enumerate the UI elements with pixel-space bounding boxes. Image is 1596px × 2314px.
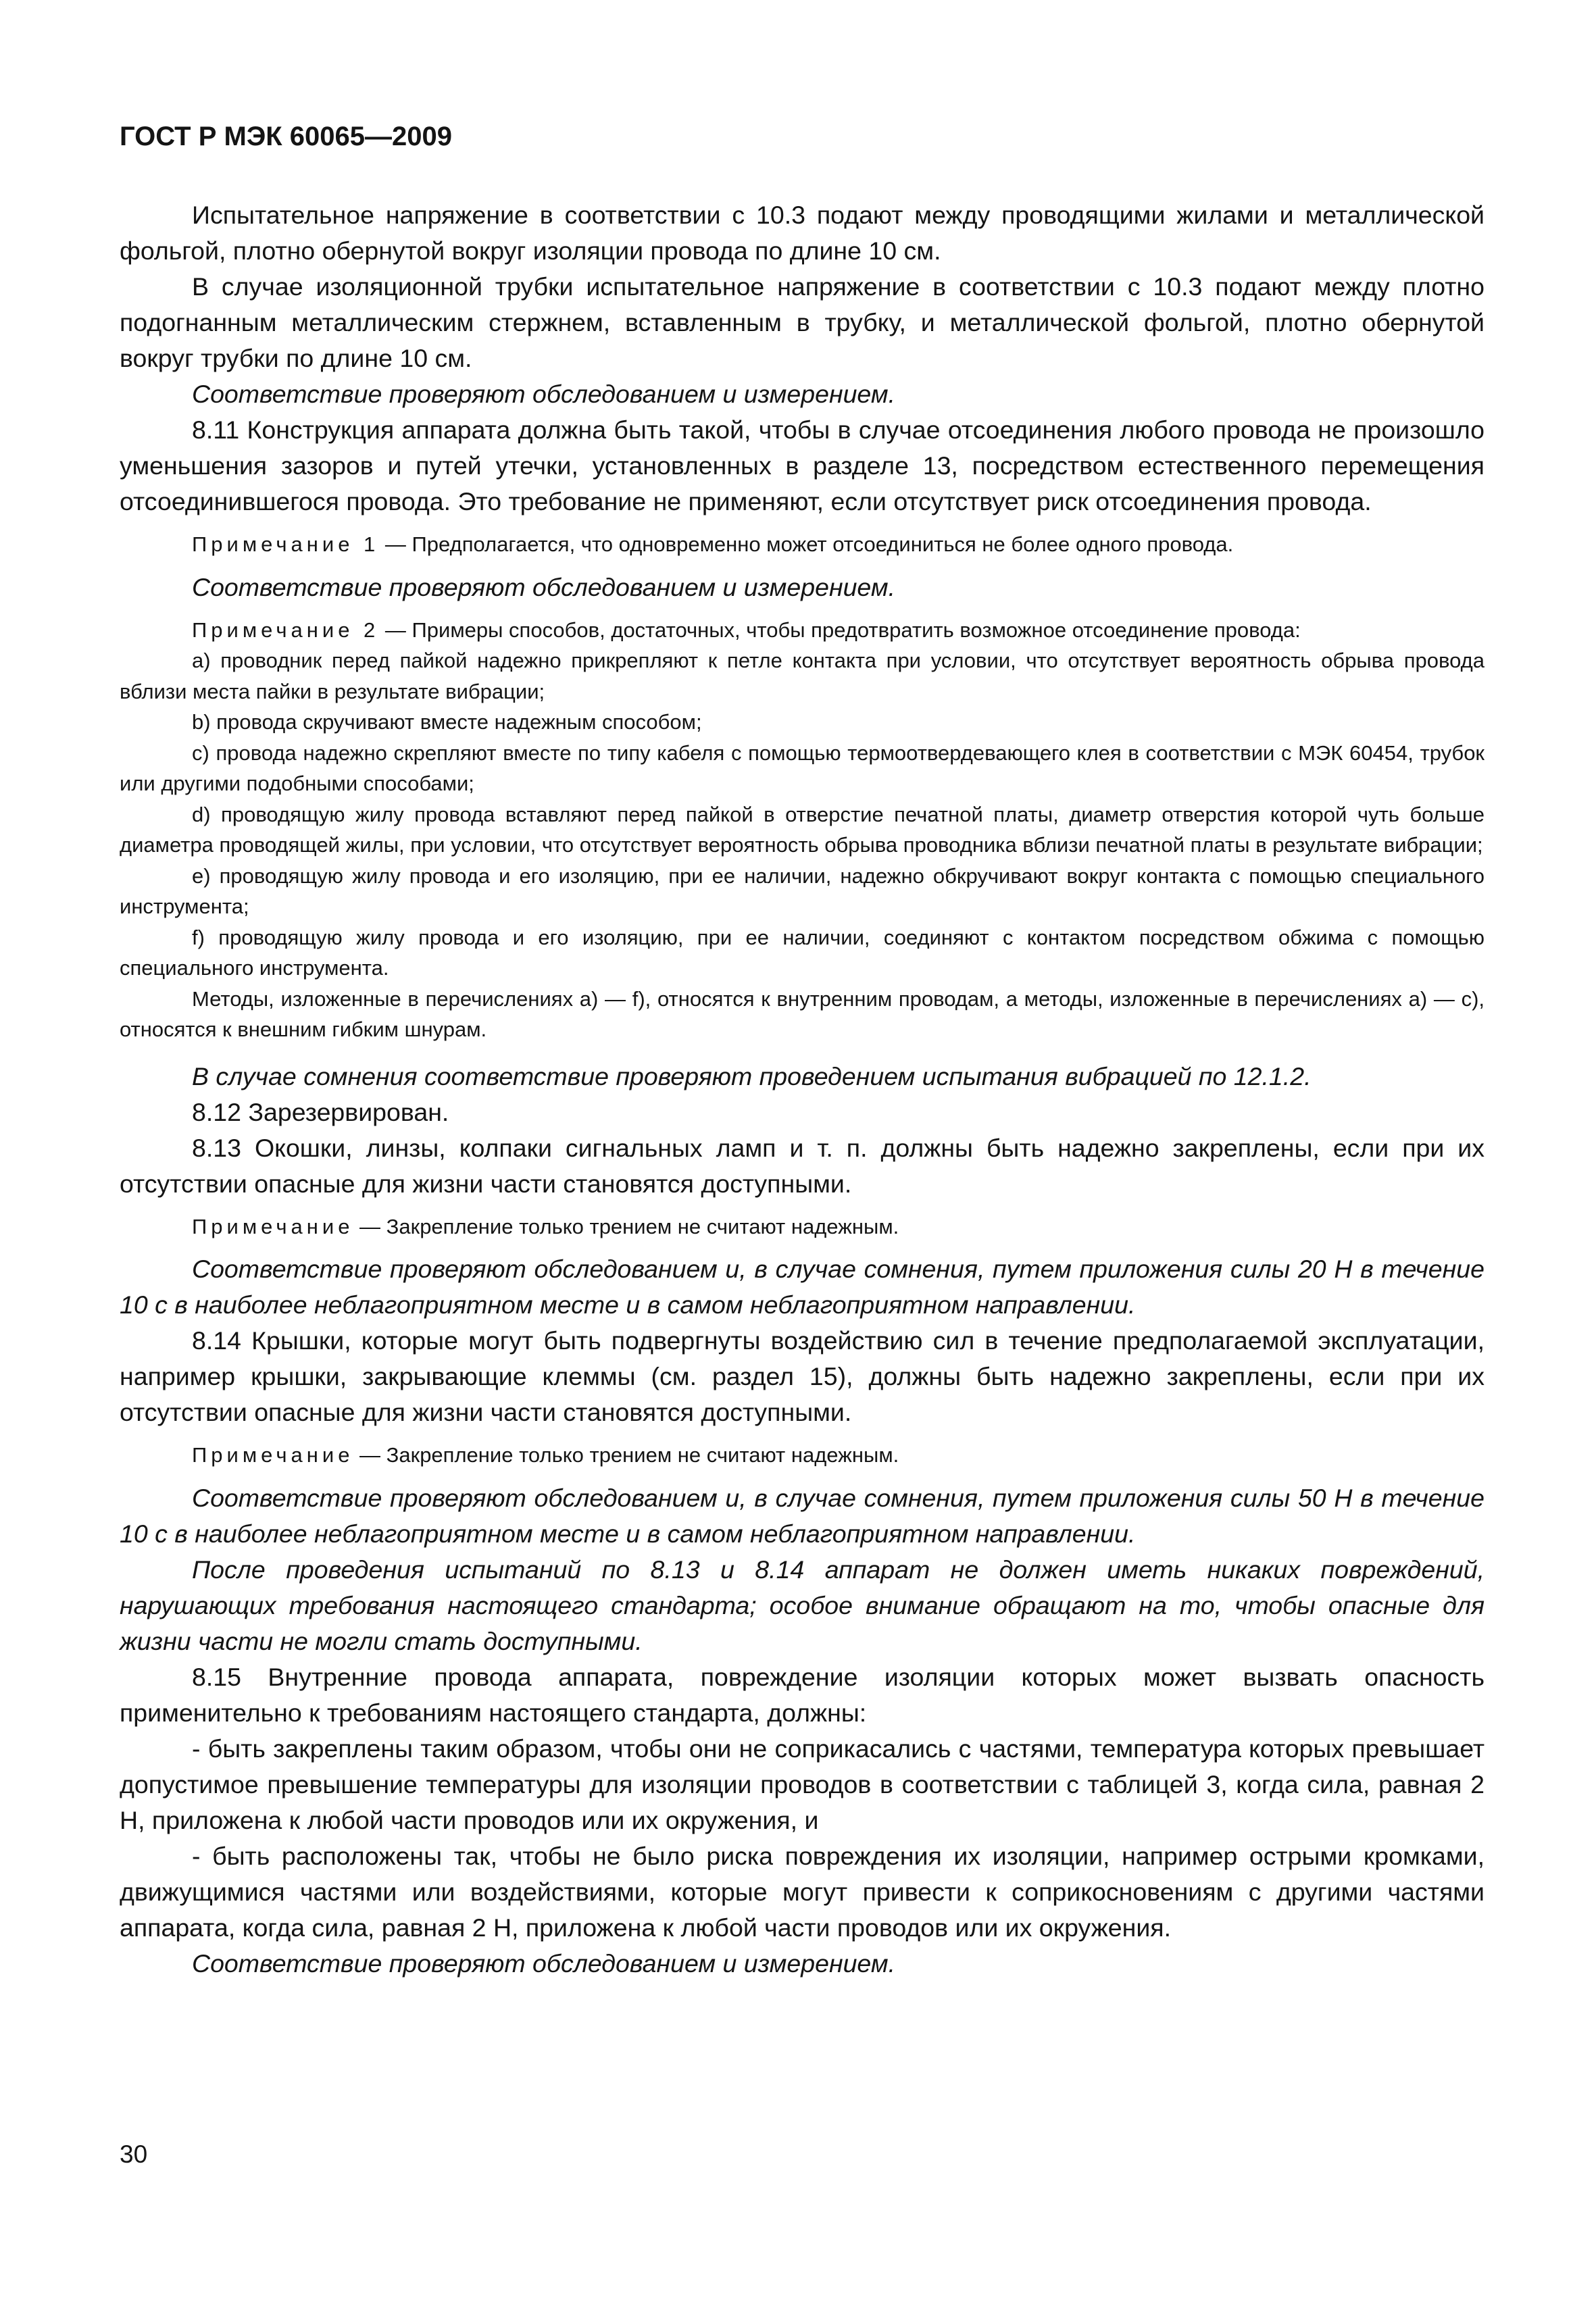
compliance-statement: Соответствие проверяют обследованием и измерением. — [192, 572, 895, 601]
note-label: Примечание 2 — [192, 618, 380, 642]
list-item: - быть расположены так, чтобы не было риска повреждения их изоляции, например острыми кромками, движущимися частями или воздействиями, которые могут привести к соприкосновениям с другими частями аппарата, когда сила, равная 2 Н, приложена к любой части проводов или их окружения. — [120, 1841, 1485, 1942]
note-label: Примечание — [192, 1214, 354, 1238]
note-methods: Методы, изложенные в перечислениях a) — f), относятся к внутренним проводам, а методы, изложенные в перечислениях a) — c), относятся к внешним гибким шнурам. — [120, 986, 1485, 1041]
compliance-statement: Соответствие проверяют обследованием и, в случае сомнения, путем приложения силы 20 Н в течение 10 с в наиболее неблагоприятном месте и в самом неблагоприятном направлении. — [120, 1255, 1485, 1319]
note-label: Примечание 1 — [192, 532, 380, 556]
list-item: - быть закреплены таким образом, чтобы они не соприкасались с частями, температура которых превышает допустимое превышение температуры для изоляции проводов в соответствии с таблицей 3, когда сила, равная 2 Н, приложена к любой части проводов или их окружения, и — [120, 1734, 1485, 1834]
compliance-statement: Соответствие проверяют обследованием и измерением. — [192, 1948, 895, 1978]
clause-8-15: 8.15 Внутренние провода аппарата, повреждение изоляции которых может вызвать опасность применительно к требованиям настоящего стандарта, должны: — [120, 1662, 1485, 1727]
clause-8-13: 8.13 Окошки, линзы, колпаки сигнальных ламп и т. п. должны быть надежно закреплены, если при их отсутствии опасные для жизни части становятся доступными. — [120, 1133, 1485, 1198]
note-item-b: b) провода скручивают вместе надежным способом; — [192, 710, 702, 734]
body-text — [120, 197, 1485, 520]
body-text — [120, 1480, 1485, 1982]
paragraph: Испытательное напряжение в соответствии с 10.3 подают между проводящими жилами и металлической фольгой, плотно обернутой вокруг изоляции провода по длине 10 см. — [120, 201, 1485, 265]
note-item-e: e) проводящую жилу провода и его изоляцию, при ее наличии, надежно обкручивают вокруг контакта с помощью специального инструмента; — [120, 863, 1485, 918]
note-text: — Предполагается, что одновременно может отсоединиться не более одного провода. — [379, 532, 1234, 556]
clause-8-12: 8.12 Зарезервирован. — [192, 1097, 449, 1126]
compliance-statement: Соответствие проверяют обследованием и, в случае сомнения, путем приложения силы 50 Н в течение 10 с в наиболее неблагоприятном месте и в самом неблагоприятном направлении. — [120, 1483, 1485, 1548]
clause-8-14: 8.14 Крышки, которые могут быть подвергнуты воздействию сил в течение предполагаемой эксплуатации, например крышки, закрывающие клеммы (см. раздел 15), должны быть надежно закреплены, если при их отсутствии опасные для жизни части становятся доступными. — [120, 1326, 1485, 1426]
note-4 — [120, 1440, 1485, 1471]
running-header: ГОСТ Р МЭК 60065—2009 — [120, 122, 453, 151]
note-text: — Закрепление только трением не считают надежным. — [353, 1443, 899, 1467]
note-label: Примечание — [192, 1443, 354, 1467]
note-item-c: c) провода надежно скрепляют вместе по типу кабеля с помощью термоотвердевающего клея в соответствии с МЭК 60454, трубок или другими подобными способами; — [120, 740, 1485, 795]
body-text — [120, 1059, 1485, 1202]
note-text: — Примеры способов, достаточных, чтобы предотвратить возможное отсоединение провода: — [379, 618, 1301, 642]
note-item-a: a) проводник перед пайкой надежно прикрепляют к петле контакта при условии, что отсутствует вероятность обрыва провода вблизи места пайки в результате вибрации; — [120, 649, 1485, 703]
paragraph: В случае изоляционной трубки испытательное напряжение в соответствии с 10.3 подают между плотно подогнанным металлическим стержнем, вставленным в трубку, и металлической фольгой, плотно обернутой вокруг трубки по длине 10 см. — [120, 272, 1485, 372]
body-text — [120, 1251, 1485, 1430]
note-item-f: f) проводящую жилу провода и его изоляцию, при ее наличии, соединяют с контактом посредством обжима с помощью специального инструмента. — [120, 925, 1485, 980]
compliance-statement: Соответствие проверяют обследованием и измерением. — [192, 380, 895, 408]
page-number: 30 — [120, 2140, 148, 2168]
compliance-statement: После проведения испытаний по 8.13 и 8.14 аппарат не должен иметь никаких повреждений, нарушающих требования настоящего стандарта; особое внимание обращают на то, чтобы опасные для жизни части не могли стать доступными. — [120, 1555, 1485, 1655]
note-text: — Закрепление только трением не считают надежным. — [353, 1214, 899, 1238]
note-3 — [120, 1211, 1485, 1242]
note-item-d: d) проводящую жилу провода вставляют перед пайкой в отверстие печатной платы, диаметр отверстия которой чуть больше диаметра проводящей жилы, при условии, что отсутствует вероятность обрыва проводника вблизи печатной платы в результате вибрации; — [120, 802, 1485, 857]
compliance-statement: В случае сомнения соответствие проверяют проведением испытания вибрацией по 12.1.2. — [192, 1061, 1312, 1090]
clause-8-11: 8.11 Конструкция аппарата должна быть такой, чтобы в случае отсоединения любого провода не произошло уменьшения зазоров и путей утечки, установленных в разделе 13, посредством естественного перемещения отсоединившегося провода. Это требование не применяют, если отсутствует риск отсоединения провода. — [120, 416, 1485, 515]
note-1 — [120, 529, 1485, 560]
note-2 — [120, 615, 1485, 1045]
body-text — [120, 570, 1485, 605]
